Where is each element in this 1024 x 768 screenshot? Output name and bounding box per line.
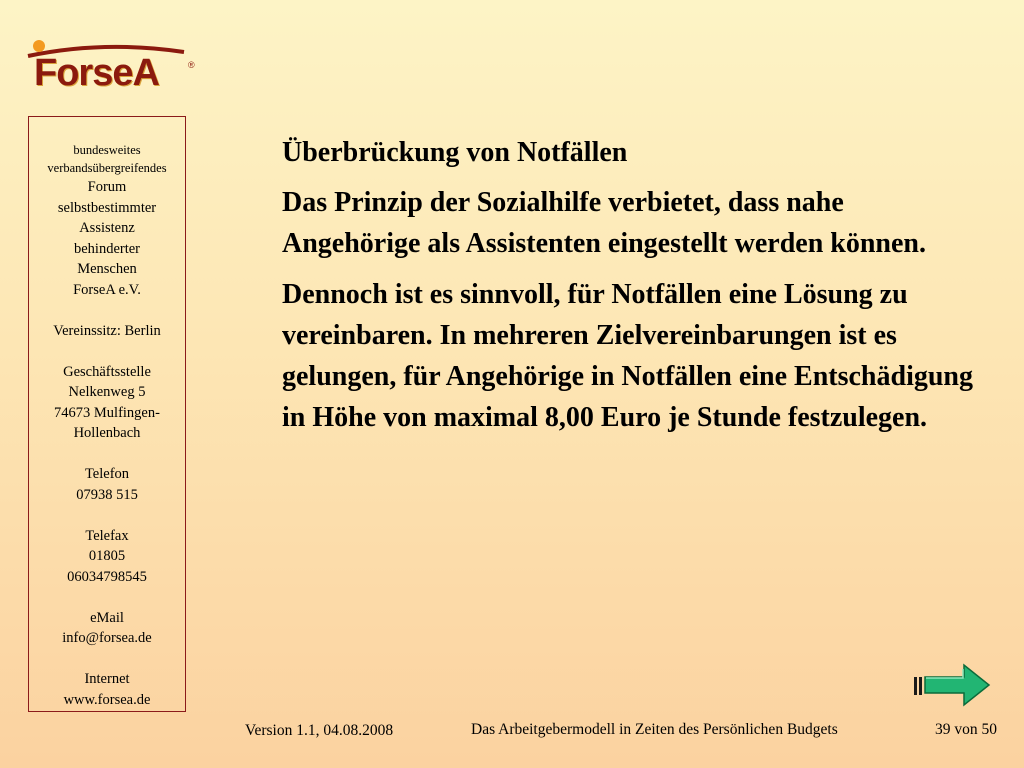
organization-info-box <box>28 116 186 712</box>
arrow-right-icon[interactable] <box>912 662 992 708</box>
slide-title: Überbrückung von Notfällen <box>282 137 628 168</box>
internet-label: Internet <box>84 671 130 687</box>
forsea-logo <box>20 38 195 94</box>
info-line: behinderter <box>73 240 141 257</box>
fax-label: Telefax <box>85 527 129 544</box>
footer-subtitle: Das Arbeitgebermodell in Zeiten des Persönlichen Budgets <box>471 721 838 738</box>
office-line: Nelkenweg 5 <box>68 384 146 400</box>
office-line: 74673 Mulfingen- <box>54 404 160 421</box>
slide-paragraph: Dennoch ist es sinnvoll, für Notfällen eine Lösung zu vereinbaren. In mehreren Zielvereinbarungen ist es gelungen, für Angehörige in Notfällen eine Entschädigung in Höhe von maximal 8,00 Euro je Stunde festzulegen. <box>282 279 974 433</box>
footer-page-number: 39 von 50 <box>935 721 997 738</box>
logo-registered-mark: ® <box>188 60 195 70</box>
office-line: Geschäftsstelle <box>63 363 151 380</box>
info-line: Forum <box>87 179 127 195</box>
info-line: selbstbestimmter <box>57 199 157 216</box>
website: www.forsea.de <box>63 691 151 708</box>
logo-dot-icon <box>33 40 45 52</box>
phone-label: Telefon <box>84 466 130 482</box>
slide-paragraph: Das Prinzip der Sozialhilfe verbietet, dass nahe Angehörige als Assistenten eingestellt werden können. <box>282 187 926 259</box>
fax-number: 01805 <box>88 548 126 564</box>
info-line: ForseA e.V. <box>73 281 141 298</box>
seat-line: Vereinssitz: Berlin <box>53 322 161 339</box>
phone-number: 07938 515 <box>76 486 138 503</box>
email-address: info@forsea.de <box>62 630 152 646</box>
slide-content <box>282 136 982 448</box>
logo-text: ForseA <box>34 52 159 94</box>
info-line: verbandsübergreifendes <box>47 161 167 175</box>
info-line: Assistenz <box>79 220 135 236</box>
fax-number: 06034798545 <box>67 568 147 585</box>
footer-version: Version 1.1, 04.08.2008 <box>245 722 394 739</box>
info-line: Menschen <box>77 261 137 277</box>
email-label: eMail <box>90 609 124 626</box>
info-line: bundesweites <box>73 143 141 157</box>
office-line: Hollenbach <box>73 425 141 441</box>
